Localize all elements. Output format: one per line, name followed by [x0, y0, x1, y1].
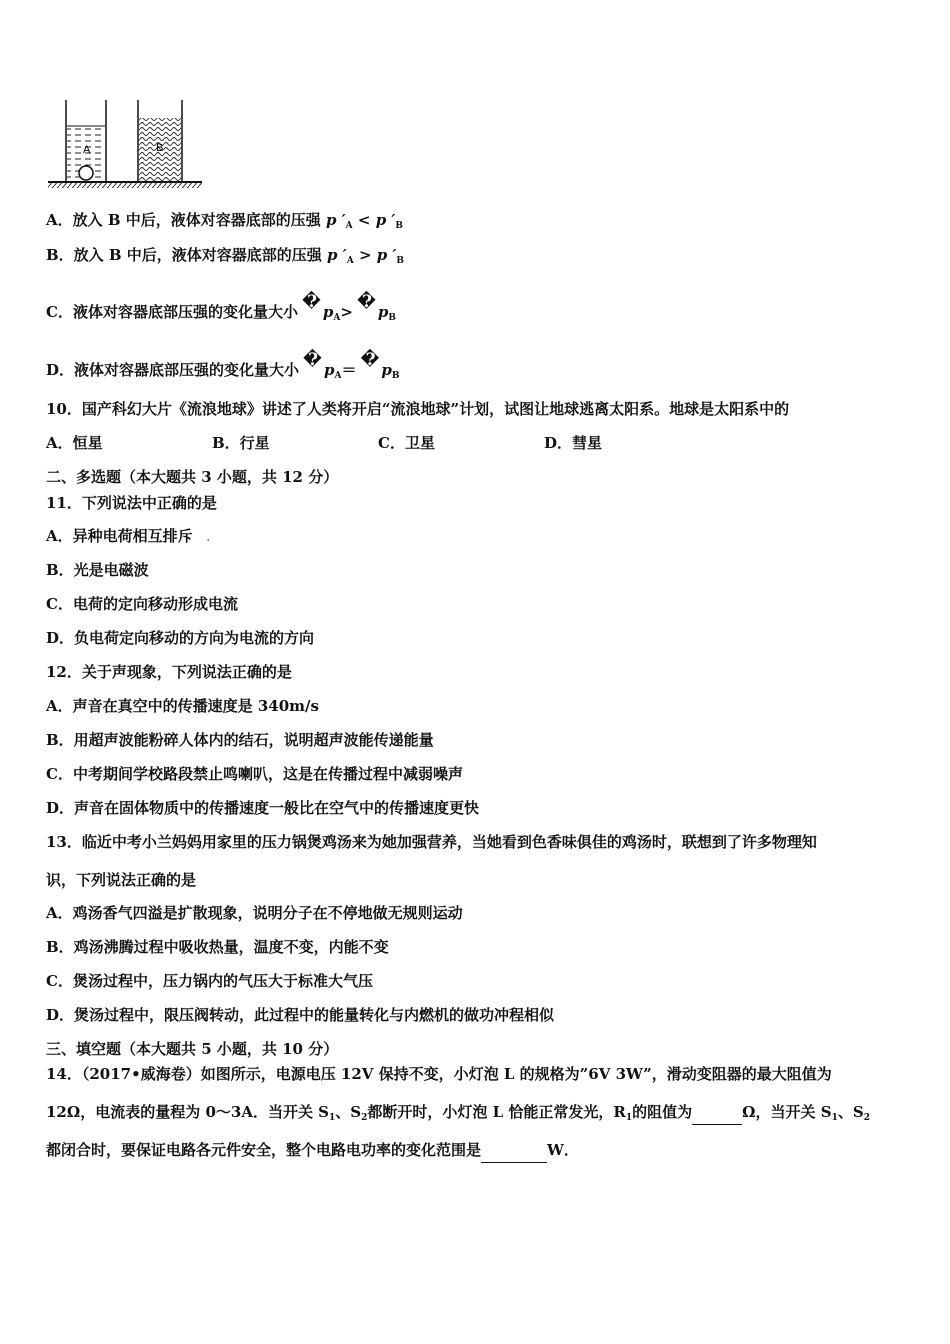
- q13-option-a: A．鸡汤香气四溢是扩散现象，说明分子在不停地做无规则运动: [46, 904, 463, 922]
- q12-option-a: A．声音在真空中的传播速度是 340m/s: [46, 697, 319, 715]
- q9-option-b: B．放入 B 中后，液体对容器底部的压强 p $'_A > p$ $'_B$: [46, 246, 405, 266]
- q10-option-a: A．恒星: [46, 434, 103, 452]
- q10-option-d: D．彗星: [544, 434, 603, 452]
- q11-option-c: C．电荷的定向移动形成电流: [46, 595, 238, 613]
- q13-option-b: B．鸡汤沸腾过程中吸收热量，温度不变，内能不变: [46, 938, 389, 956]
- q11-option-b: B．光是电磁波: [46, 561, 149, 579]
- q10-stem: 10．国产科幻大片《流浪地球》讲述了人类将开启“流浪地球”计划，试图让地球逃离太阳系。地球是太阳系中的: [46, 400, 790, 418]
- q9-option-c: C．液体对容器底部压强的变化量大小 � $p_A>$ � $p_B$: [46, 292, 396, 323]
- q9-option-d: D．液体对容器底部压强的变化量大小 � $p_A=$ � $p_B$: [46, 350, 400, 381]
- q11-option-d: D．负电荷定向移动的方向为电流的方向: [46, 629, 315, 647]
- container-b-label: B: [156, 142, 164, 154]
- q14-line-2: 12Ω，电流表的量程为 0～3A．当开关 $S_1$、$S_2$都断开时，小灯泡 L 恰能正常发光，$R_1$的阻值为 Ω，当开关 $S_1$、$S_2$: [46, 1103, 870, 1123]
- q12-option-c: C．中考期间学校路段禁止鸣喇叭，这是在传播过程中减弱噪声: [46, 765, 463, 783]
- q9-option-a: A．放入 B 中后，液体对容器底部的压强 p $'_A < p$ $'_B$: [46, 211, 403, 231]
- q11-option-a: A．异种电荷相互排斥 .: [46, 527, 210, 545]
- section-3-heading: 三、填空题（本大题共 5 小题，共 10 分）: [46, 1040, 339, 1058]
- q13-option-c: C．煲汤过程中，压力锅内的气压大于标准大气压: [46, 972, 373, 990]
- q13-stem-line-2: 识，下列说法正确的是: [46, 871, 197, 889]
- ball: [79, 166, 93, 180]
- container-b: [138, 100, 182, 182]
- q12-option-d: D．声音在固体物质中的传播速度一般比在空气中的传播速度更快: [46, 799, 480, 817]
- section-2-heading: 二、多选题（本大题共 3 小题，共 12 分）: [46, 468, 339, 486]
- ground-hatch: [48, 182, 202, 188]
- q14-line-1: 14．（2017•威海卷）如图所示，电源电压 12V 保持不变，小灯泡 L 的规格为”6V 3W”，滑动变阻器的最大阻值为: [46, 1065, 832, 1083]
- q10-option-b: B．行星: [212, 434, 270, 452]
- r1-answer-blank[interactable]: [692, 1104, 742, 1125]
- q13-stem-line-1: 13．临近中考小兰妈妈用家里的压力锅煲鸡汤来为她加强营养，当她看到色香味俱佳的鸡汤时，联想到了许多物理知: [46, 833, 817, 851]
- container-a-label: A: [83, 144, 91, 156]
- q13-option-d: D．煲汤过程中，限压阀转动，此过程中的能量转化与内燃机的做功冲程相似: [46, 1006, 555, 1024]
- q12-stem: 12．关于声现象，下列说法正确的是: [46, 663, 292, 681]
- q11-stem: 11．下列说法中正确的是: [46, 494, 217, 512]
- container-figure: [44, 96, 204, 188]
- container-a: [66, 100, 106, 182]
- q14-line-3: 都闭合时，要保证电路各元件安全，整个电路电功率的变化范围是 W．: [46, 1140, 579, 1163]
- power-range-answer-blank[interactable]: [481, 1142, 547, 1163]
- q12-option-b: B．用超声波能粉碎人体内的结石，说明超声波能传递能量: [46, 731, 434, 749]
- q10-options: [46, 433, 602, 453]
- q10-option-c: C．卫星: [378, 434, 435, 452]
